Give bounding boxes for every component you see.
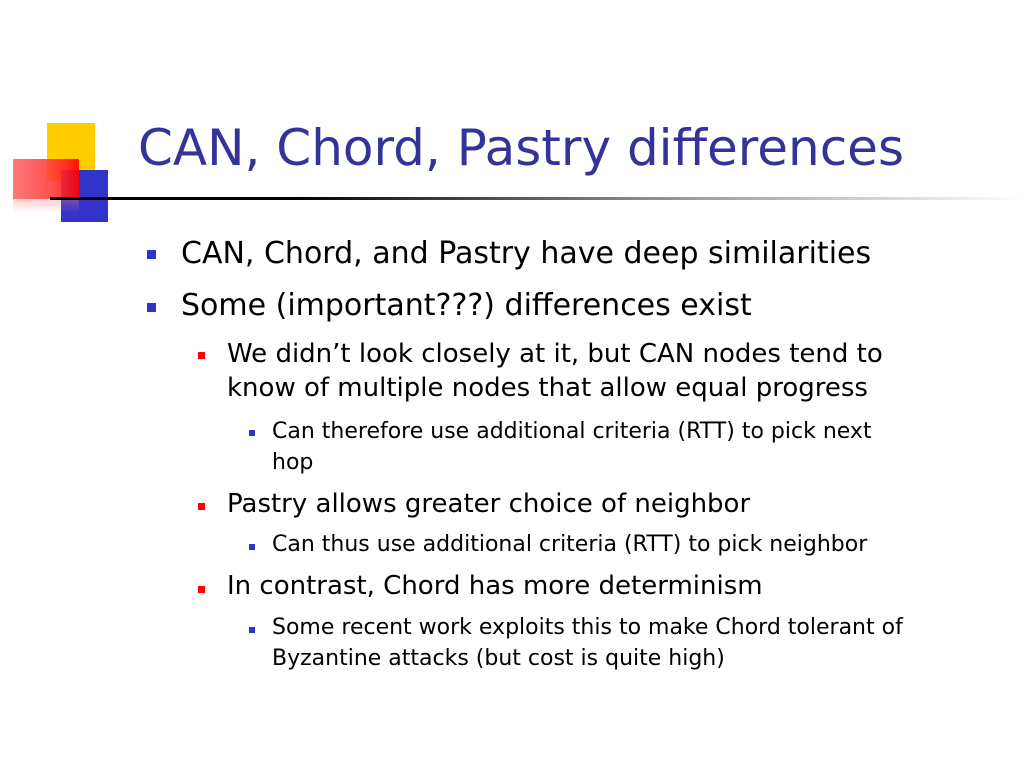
bullet-level3: Can therefore use additional criteria (RTT) to pick next [272,419,872,444]
red-square [13,159,79,199]
bullet-level1: Some (important???) differences exist [181,288,752,323]
bullet-marker [249,627,255,633]
bullet-level3-continued: Byzantine attacks (but cost is quite high) [272,646,725,671]
bullet-level2-continued: know of multiple nodes that allow equal progress [227,373,868,403]
bullet-marker [249,544,255,550]
title-underline [50,197,1024,200]
bullet-marker [198,503,205,510]
bullet-marker [198,586,205,593]
bullet-marker [147,303,156,312]
slide-title: CAN, Chord, Pastry differences [138,119,904,177]
bullet-marker [147,250,156,259]
bullet-level3: Can thus use additional criteria (RTT) to pick neighbor [272,532,868,557]
slide-logo-decoration [0,0,140,240]
red-square-reflection [13,199,79,213]
bullet-marker [249,430,255,436]
bullet-level2: Pastry allows greater choice of neighbor [227,489,751,519]
bullet-level3-continued: hop [272,450,314,475]
bullet-level2: In contrast, Chord has more determinism [227,571,763,601]
bullet-level3: Some recent work exploits this to make Chord tolerant of [272,615,903,640]
bullet-level1: CAN, Chord, and Pastry have deep similarities [181,236,872,271]
bullet-level2: We didn’t look closely at it, but CAN nodes tend to [227,339,883,369]
bullet-marker [198,352,205,359]
